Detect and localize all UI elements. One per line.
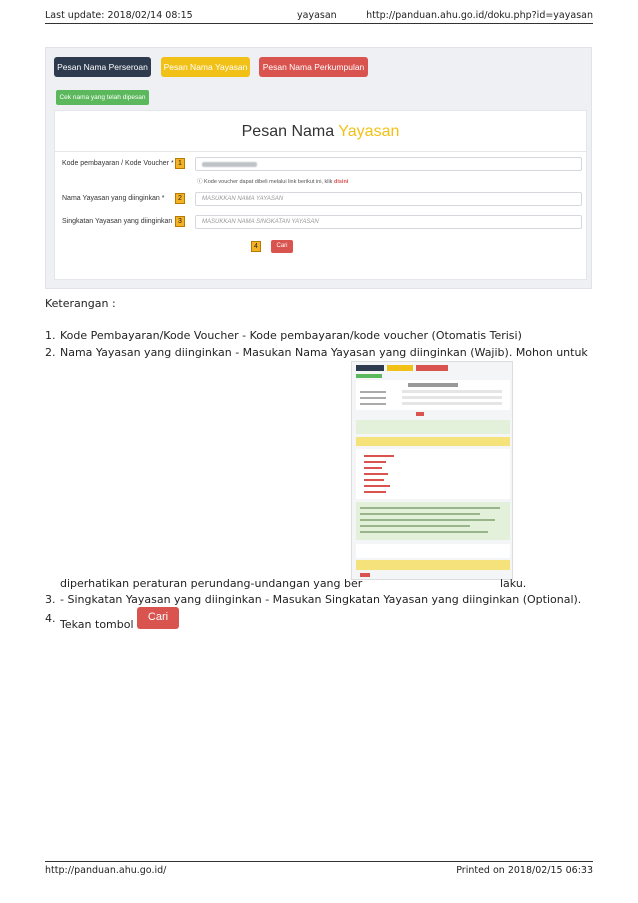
cari-button[interactable]: Cari (137, 607, 179, 629)
page-url: http://panduan.ahu.go.id/doku.php?id=yayasan (366, 10, 593, 21)
check-reserved-names-button[interactable]: Cek nama yang telah dipesan (56, 90, 149, 105)
yayasan-name-input[interactable]: MASUKKAN NAMA YAYASAN (195, 192, 582, 206)
last-update: Last update: 2018/02/14 08:15 (45, 10, 193, 21)
yayasan-name-label: Nama Yayasan yang diinginkan * (62, 195, 165, 202)
voucher-input[interactable] (195, 157, 582, 171)
tab-pesan-nama-yayasan[interactable]: Pesan Nama Yayasan (161, 57, 250, 77)
yayasan-abbr-label: Singkatan Yayasan yang diinginkan (62, 218, 173, 225)
step-marker-4: 4 (251, 241, 261, 252)
voucher-label: Kode pembayaran / Kode Voucher * (62, 160, 174, 167)
keterangan-heading: Keterangan : (45, 297, 116, 310)
page-footer (45, 861, 593, 877)
step-marker-3: 3 (175, 216, 185, 227)
form-title: Pesan Nama Yayasan (241, 123, 400, 140)
step-marker-1: 1 (175, 158, 185, 169)
page-header (45, 8, 593, 24)
printed-date: Printed on 2018/02/15 06:33 (456, 865, 593, 876)
search-button-small[interactable]: Cari (271, 240, 293, 253)
thumbnail-image (352, 362, 513, 580)
embedded-form-thumbnail (351, 361, 513, 580)
footer-url: http://panduan.ahu.go.id/ (45, 865, 167, 876)
redacted-code (202, 162, 257, 167)
yayasan-abbr-input[interactable]: MASUKKAN NAMA SINGKATAN YAYASAN (195, 215, 582, 229)
divider (55, 151, 586, 152)
form-panel (54, 110, 587, 280)
form-screenshot (45, 47, 592, 289)
hint-link[interactable]: disini (333, 179, 349, 185)
tab-pesan-nama-perkumpulan[interactable]: Pesan Nama Perkumpulan (259, 57, 368, 77)
tab-pesan-nama-perseroan[interactable]: Pesan Nama Perseroan (54, 57, 151, 77)
step-marker-2: 2 (175, 193, 185, 204)
voucher-hint: ⓘ Kode voucher dapat dibeli melalui link berikut ini, klik disini (197, 179, 349, 185)
page-name: yayasan (297, 10, 337, 21)
